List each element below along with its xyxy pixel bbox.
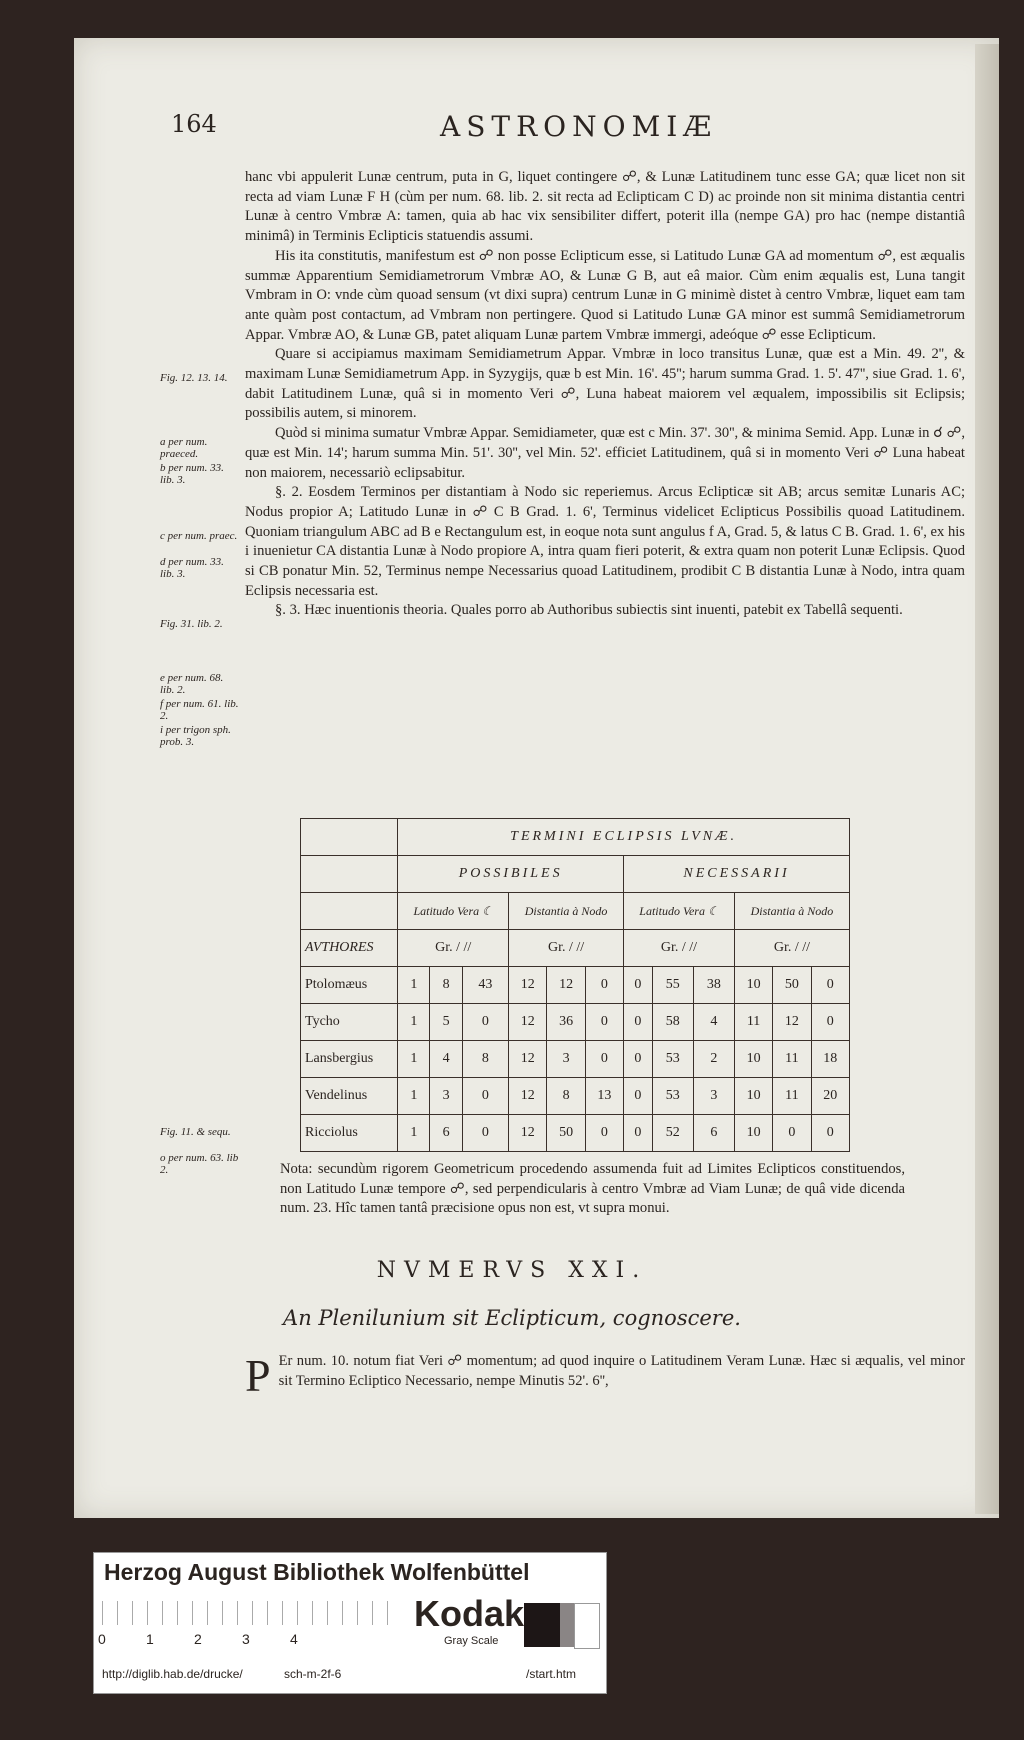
table-cell: 8 xyxy=(430,967,462,1004)
author-name: Ricciolus xyxy=(301,1115,398,1152)
table-cell: 20 xyxy=(811,1078,849,1115)
paragraph: Quòd si minima sumatur Vmbræ Appar. Semidiameter, quæ est c Min. 37'. 30'', & minima Semid. App. Lunæ in ☌ ☍, quæ est Min. 14'; harum summa Min. 51'. 30'', vel Min. 52'. efficiet Latitudinem, quâ si in momento Veri ☍ Luna habeat non maiorem, necessariò eclipsabitur. xyxy=(245,425,965,481)
table-cell: 0 xyxy=(585,1041,623,1078)
table-cell: 50 xyxy=(547,1115,585,1152)
paragraph: His ita constitutis, manifestum est ☍ non posse Eclipticum esse, si Latitudo Lunæ GA ad momentum ☍, est æqualis summæ Apparentium Semidiametrorum Vmbræ AO, & Lunæ G B, aut eâ maior. Cùm enim æqualis est, Luna tangit Vmbram in O: vnde cùm quoad sensum (vt dixi supra) centrum Lunæ in G minimè distet à centro Vmbræ, liquet eam tam ante quàm post contactum, ad Vmbram non pertingere. Quod si Latitudo Lunæ GA minor est summâ Semidiametrorum Appar. Vmbræ AO, & Lunæ GB, patet aliquam Lunæ partem Vmbræ immergi, adeóque ☍ esse Eclipticum. xyxy=(245,247,965,343)
table-cell: 11 xyxy=(734,1004,772,1041)
paragraph: Quare si accipiamus maximam Semidiametrum Appar. Vmbræ in loco transitus Lunæ, quæ est a Min. 49. 2'', & maximam Lunæ Semidiametrum App. in Syzygijs, quæ b est Min. 16'. 45''; harum summa Grad. 1. 5'. 47'', siue Grad. 1. 6', dabit Latitudinem Lunæ, quâ si in momento Veri ☍, Luna habeat maiorem vel æqualem, impossibilis sit Eclipsis; possibilis autem, si minorem. xyxy=(245,346,965,422)
table-cell: 10 xyxy=(734,1078,772,1115)
table-cell: 58 xyxy=(652,1004,693,1041)
table-cell: 0 xyxy=(811,1004,849,1041)
table-cell: 12 xyxy=(509,1115,547,1152)
eclipse-terms-table xyxy=(300,818,850,1152)
swatch-black xyxy=(524,1603,560,1647)
author-name: Vendelinus xyxy=(301,1078,398,1115)
url-base: http://diglib.hab.de/drucke/ xyxy=(102,1667,243,1681)
table-cell: 43 xyxy=(462,967,508,1004)
group-necessarii: NECESSARII xyxy=(624,856,850,893)
table-cell: 0 xyxy=(624,1115,653,1152)
table-cell: 3 xyxy=(430,1078,462,1115)
table-cell: 8 xyxy=(462,1041,508,1078)
subheader-distantia: Distantia à Nodo xyxy=(509,893,624,930)
table-cell: 13 xyxy=(585,1078,623,1115)
table-cell: 12 xyxy=(547,967,585,1004)
col-units: Gr. / // xyxy=(398,930,509,967)
margin-note: o per num. 63. lib 2. xyxy=(160,1152,239,1176)
margin-note: e per num. 68. lib. 2. xyxy=(160,672,224,696)
paragraph: §. 3. Hæc inuentionis theoria. Quales porro ab Authoribus subiectis sint inuenti, patebit ex Tabellâ sequenti. xyxy=(275,602,903,619)
table-cell: 3 xyxy=(547,1041,585,1078)
paragraph: Er num. 10. notum fiat Veri ☍ momentum; ad quod inquire o Latitudinem Veram Lunæ. Hæc si æqualis, vel minor sit Termino Ecliptico Necessario, nempe Minutis 52'. 6'', xyxy=(278,1353,965,1389)
table-cell: 53 xyxy=(652,1041,693,1078)
table-cell: 0 xyxy=(585,1004,623,1041)
ruler-scale xyxy=(102,1601,402,1625)
margin-note: Fig. 12. 13. 14. xyxy=(160,372,228,384)
subheader-latitudo: Latitudo Vera ☾ xyxy=(398,893,509,930)
paragraph: hanc vbi appulerit Lunæ centrum, puta in G, liquet contingere ☍, & Lunæ Latitudinem tunc esse GA; quæ licet non sit recta ad viam Lunæ F H (cùm per num. 68. lib. 2. sit recta ad Eclipticam C D) ac proinde non sit minima distantia centri Lunæ à centro Vmbræ A: tamen, quia ab hac vix sensibiliter differt, poterit illa (nempe GA) pro hac (nempe distantiâ minimâ) in Terminis Eclipticis statuendis assumi. xyxy=(245,169,965,245)
running-head: ASTRONOMIÆ xyxy=(440,110,718,143)
col-units: Gr. / // xyxy=(734,930,849,967)
table-cell: 1 xyxy=(398,967,430,1004)
table-cell: 12 xyxy=(509,967,547,1004)
kodak-logo: Kodak xyxy=(414,1593,525,1634)
margin-note: b per num. 33. lib. 3. xyxy=(160,462,224,486)
table-cell: 36 xyxy=(547,1004,585,1041)
drop-cap: P xyxy=(245,1350,271,1401)
table-cell: 0 xyxy=(811,967,849,1004)
table-cell: 1 xyxy=(398,1078,430,1115)
table-cell: 11 xyxy=(773,1041,811,1078)
table-cell: 11 xyxy=(773,1078,811,1115)
col-units: Gr. / // xyxy=(624,930,735,967)
table-cell: 0 xyxy=(585,967,623,1004)
table-cell: 52 xyxy=(652,1115,693,1152)
table-cell: 2 xyxy=(693,1041,734,1078)
table-cell: 0 xyxy=(624,1004,653,1041)
table-cell: 0 xyxy=(624,967,653,1004)
table-cell: 10 xyxy=(734,967,772,1004)
author-name: Tycho xyxy=(301,1004,398,1041)
subheader-distantia: Distantia à Nodo xyxy=(734,893,849,930)
page-number: 164 xyxy=(171,110,217,138)
group-possibiles: POSSIBILES xyxy=(398,856,624,893)
url-end: /start.htm xyxy=(526,1667,577,1681)
table-cell: 1 xyxy=(398,1004,430,1041)
scale-numbers: 0 1 2 3 4 xyxy=(98,1631,298,1647)
subheader-latitudo: Latitudo Vera ☾ xyxy=(624,893,735,930)
author-name: Lansbergius xyxy=(301,1041,398,1078)
table-body xyxy=(301,967,850,1152)
table-cell: 4 xyxy=(693,1004,734,1041)
table-cell: 12 xyxy=(509,1041,547,1078)
table-cell: 3 xyxy=(693,1078,734,1115)
table-cell: 10 xyxy=(734,1041,772,1078)
table-cell: 53 xyxy=(652,1078,693,1115)
table-row xyxy=(301,1078,850,1115)
margin-note: a per num. praeced. xyxy=(160,436,208,460)
author-name: Ptolomæus xyxy=(301,967,398,1004)
margin-note: c per num. praec. xyxy=(160,530,238,542)
margin-note: Fig. 31. lib. 2. xyxy=(160,618,223,630)
col-authores: AVTHORES xyxy=(301,930,398,967)
gray-scale-label: Gray Scale xyxy=(444,1635,499,1647)
table-cell: 12 xyxy=(509,1004,547,1041)
table-cell: 12 xyxy=(509,1078,547,1115)
table-row xyxy=(301,1004,850,1041)
table-cell: 0 xyxy=(462,1115,508,1152)
table-cell: 18 xyxy=(811,1041,849,1078)
page-edge xyxy=(975,44,999,1514)
table-cell: 0 xyxy=(624,1078,653,1115)
margin-note: Fig. 11. & sequ. xyxy=(160,1126,231,1138)
margin-note: i per trigon sph. prob. 3. xyxy=(160,724,231,748)
last-paragraph xyxy=(245,1350,965,1401)
table-cell: 1 xyxy=(398,1115,430,1152)
table-row xyxy=(301,967,850,1004)
swatch-white xyxy=(574,1603,600,1649)
table-cell: 6 xyxy=(693,1115,734,1152)
table-cell: 0 xyxy=(462,1078,508,1115)
body-text xyxy=(245,168,965,621)
table-cell: 0 xyxy=(624,1041,653,1078)
page-header xyxy=(0,110,1024,150)
section-number: NVMERVS XXI. xyxy=(376,1258,648,1283)
table-caption: TERMINI ECLIPSIS LVNÆ. xyxy=(398,819,850,856)
col-units: Gr. / // xyxy=(509,930,624,967)
label-title: Herzog August Bibliothek Wolfenbüttel xyxy=(104,1559,530,1585)
table-row xyxy=(301,1041,850,1078)
table-cell: 0 xyxy=(773,1115,811,1152)
table-cell: 12 xyxy=(773,1004,811,1041)
section-title: An Plenilunium sit Eclipticum, cognoscere. xyxy=(283,1306,741,1330)
table-cell: 8 xyxy=(547,1078,585,1115)
table-cell: 55 xyxy=(652,967,693,1004)
table-cell: 1 xyxy=(398,1041,430,1078)
library-label xyxy=(93,1552,607,1694)
table-cell: 38 xyxy=(693,967,734,1004)
table-cell: 0 xyxy=(585,1115,623,1152)
nota: Nota: secundùm rigorem Geometricum procedendo assumenda fuit ad Limites Eclipticos constituendos, non Latitudo Lunæ tempore ☍, sed perpendicularis à centro Vmbræ ad Viam Lunæ; de quâ vide dicenda num. 23. Hîc tamen tantâ præcisione opus non est, vt supra monui. xyxy=(280,1161,905,1217)
margin-note: f per num. 61. lib. 2. xyxy=(160,698,239,722)
table-cell: 0 xyxy=(811,1115,849,1152)
table-cell: 4 xyxy=(430,1041,462,1078)
margin-note: d per num. 33. lib. 3. xyxy=(160,556,224,580)
table-cell: 50 xyxy=(773,967,811,1004)
table-cell: 5 xyxy=(430,1004,462,1041)
table-cell: 6 xyxy=(430,1115,462,1152)
table-cell: 0 xyxy=(462,1004,508,1041)
table-row xyxy=(301,1115,850,1152)
url-id: sch-m-2f-6 xyxy=(284,1667,342,1681)
table-cell: 10 xyxy=(734,1115,772,1152)
paragraph: §. 2. Eosdem Terminos per distantiam à Nodo sic reperiemus. Arcus Eclipticæ sit AB; arcus semitæ Lunaris AC; Nodus propior A; Latitudo Lunæ in ☍ C B Grad. 1. 6', Terminus videlicet Eclipticus Possibilis quoad Latitudinem. Quoniam triangulum ABC ad B e Rectangulum est, in eoque nota sunt angulus f A, Grad. 5, & latus C B. Grad. 1. 6', ex his i inuenietur CA distantia Lunæ à Nodo propiore A, intra quam fieri poterit, & extra quam non poterit Lunæ Eclipsis. Quod si CB ponatur Min. 52, Terminus nempe Necessarius quoad Latitudinem, prodibit C B distantia Lunæ à Nodo, intra quam Eclipsis necessaria est. xyxy=(245,484,965,599)
